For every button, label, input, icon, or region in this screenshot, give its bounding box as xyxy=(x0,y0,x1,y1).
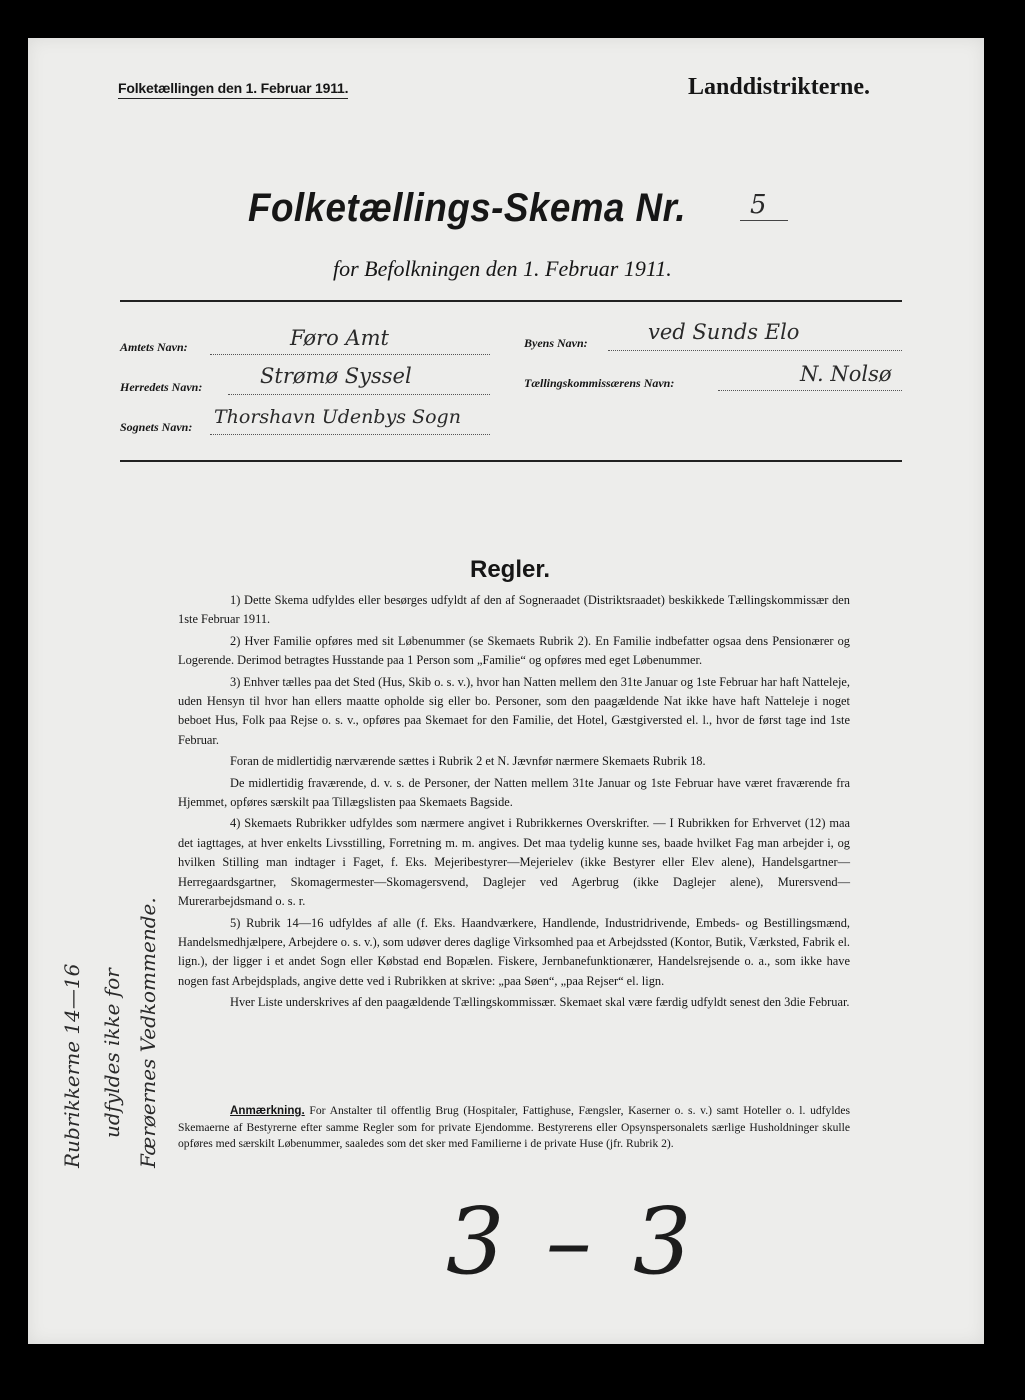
form-title: Folketællings-Skema Nr. xyxy=(248,186,687,230)
sogn-dotted-line xyxy=(210,434,490,435)
rule-2: 2) Hver Familie opføres med sit Løbenummer (se Skemaets Rubrik 2). En Familie indbefatter ogsaa dens Pensionærer og Logerende. Derimod betragtes Husstande paa 1 Person som „Familie“ og opføres med eget Løbenummer. xyxy=(178,633,850,668)
annotation-text: For Anstalter til offentlig Brug (Hospitaler, Fattighuse, Fængsler, Kaserner o. s. v.) samt Hoteller o. l. udfyldes Skemaerne af Bestyrerne efter samme Regler som for private Ejendomme. Bestyrerens eller Opsynspersonalets særlige Husholdninger skulle opføres med særskilt Løbenummer, saaledes som det sker med Familierne i de private Huse (jfr. Rubrik 2). xyxy=(178,1104,850,1150)
kommissaer-dotted-line xyxy=(718,390,902,391)
herred-label: Herredets Navn: xyxy=(120,380,203,394)
form-number: 5 xyxy=(750,190,767,220)
amt-dotted-line xyxy=(210,354,490,355)
annotation-keyword: Anmærkning. xyxy=(230,1104,305,1117)
amt-label: Amtets Navn: xyxy=(120,340,188,354)
rule-3-midlertidig-naervaerende: Foran de midlertidig nærværende sættes i Rubrik 2 et N. Jævnfør nærmere Skemaets Rubrik 18. xyxy=(230,754,706,769)
census-date-header xyxy=(118,80,348,96)
side-note-line-3: Færøernes Vedkommende. xyxy=(136,897,160,1168)
amt-value: Føro Amt xyxy=(290,326,389,350)
form-number-line xyxy=(740,220,788,221)
census-date-text: Folketællingen den 1. Februar 1911. xyxy=(118,80,349,96)
herred-dotted-line xyxy=(228,394,490,395)
fields-divider xyxy=(120,460,902,462)
census-form-page xyxy=(28,38,984,1344)
rule-4: 4) Skemaets Rubrikker udfyldes som nærmere angivet i Rubrikkernes Overskrifter. — I Rubrikken for Erhvervet (12) maa det iagttages, at hver enkelts Livsstilling, Forretning m. m. angives. Det maa tydelig kunne ses, baade hvilket Fag man arbejder i, og hvilken Stilling man indtager i Faget, f. Eks. Mejeribestyrer—Mejerielev (ikke Bestyrer eller Elev alene), Handelsgartner—Herregaardsgartner, Skomagermester—Skomagersvend, Daglejer ved Agerbrug (ikke Daglejer alene), Murersvend—Murerarbejdsmand o. s. r. xyxy=(178,816,850,909)
rule-3-midlertidig-fravaerende: De midlertidig fraværende, d. v. s. de Personer, der Natten mellem 31te Januar og 1ste Februar have været fraværende fra Hjemmet, opføres særskilt paa Tillægslisten paa Skemaets Bagside. xyxy=(178,775,850,810)
rule-1: 1) Dette Skema udfyldes eller besørges udfyldt af den af Sogneraadet (Distriktsraadet) beskikkede Tællingskommissær den 1ste Februar 1911. xyxy=(178,593,850,627)
kommissaer-value: N. Nolsø xyxy=(800,362,892,386)
rule-signature-deadline: Hver Liste underskrives af den paagældende Tællingskommissær. Skemaet skal være færdig udfyldt senest den 3die Februar. xyxy=(230,995,850,1010)
by-dotted-line xyxy=(608,350,902,351)
side-note-line-2: udfyldes ikke for xyxy=(100,968,124,1138)
rule-3: 3) Enhver tælles paa det Sted (Hus, Skib o. s. v.), hvor han Natten mellem den 31te Januar og 1ste Februar har haft Natteleje, uden Hensyn til hvor han ellers maatte opholde sig eller bo. Personer, som den paagældende Nat ikke have haft Natteleje i noget beboet Hus, Folk paa Rejse o. s. v., opføres paa Skemaet for den Familie, det Hotel, Gæstgiversted el. l., hvor de først tage ind 1ste Februar. xyxy=(178,674,850,747)
header-underline xyxy=(118,98,348,99)
handwritten-sheet-number: 3 – 3 xyxy=(446,1188,698,1295)
top-divider xyxy=(120,300,902,302)
district-type-header: Landdistrikterne. xyxy=(688,74,871,100)
kommissaer-label: Tællingskommissærens Navn: xyxy=(524,376,675,390)
annotation-note xyxy=(178,1103,850,1153)
by-label: Byens Navn: xyxy=(524,336,588,350)
sogn-label: Sognets Navn: xyxy=(120,420,193,434)
form-subtitle: for Befolkningen den 1. Februar 1911. xyxy=(333,256,672,281)
sogn-value: Thorshavn Udenbys Sogn xyxy=(214,406,461,428)
rules-body xyxy=(178,591,850,1015)
by-value: ved Sunds Elo xyxy=(648,320,800,344)
side-note-line-1: Rubrikkerne 14—16 xyxy=(60,963,84,1168)
herred-value: Strømø Syssel xyxy=(260,364,412,388)
rules-heading: Regler. xyxy=(470,556,551,583)
rule-5: 5) Rubrik 14—16 udfyldes af alle (f. Eks. Haandværkere, Handlende, Industridrivende, Embeds- og Bestillingsmænd, Handelsmedhjælpere, Arbejdere o. s. v.), som udøver deres daglige Virksomhed paa et Arbejdssted (Kontor, Butik, Værksted, Fabrik el. lign.), der ligger i et andet Sogn eller Købstad end Bopælen. Fiskere, Jernbanefunktionærer, Handelsrejsende o. a., som ikke have nogen fast Arbejdsplads, angive dette ved i Rubrikken at skrive: „paa Søen“, „paa Rejser“ el. lign. xyxy=(178,915,850,988)
